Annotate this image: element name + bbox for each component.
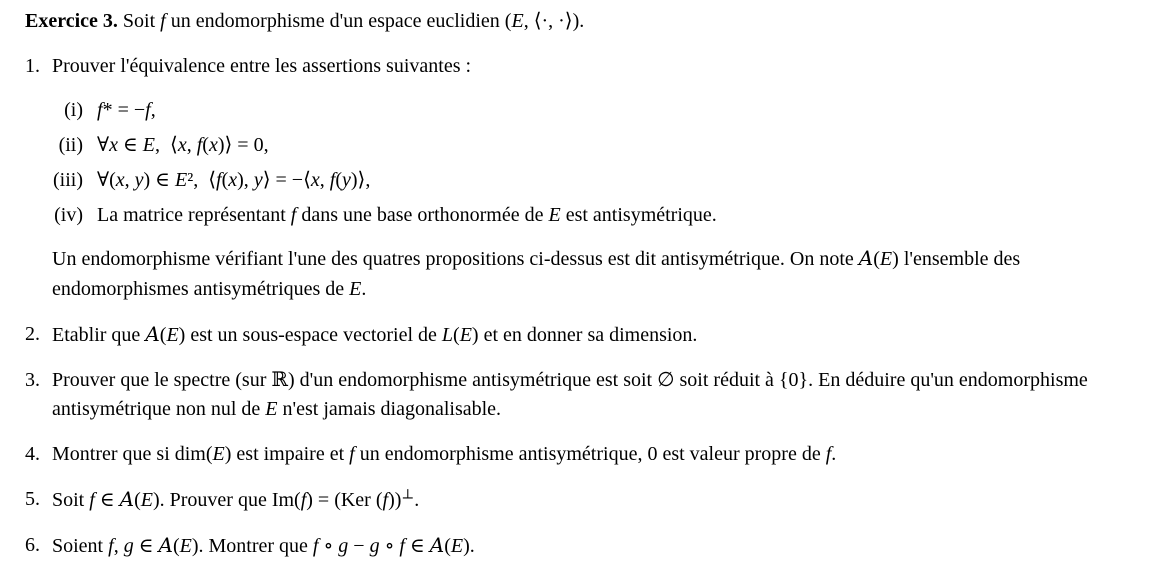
text-segment: f	[89, 489, 95, 511]
text-segment: ⊥	[401, 486, 415, 502]
text-segment: )	[892, 248, 899, 270]
text-segment: E	[265, 398, 278, 420]
text-segment: ,	[150, 99, 156, 121]
text-segment: ∘	[379, 535, 400, 557]
text-segment: f	[382, 489, 389, 511]
text-segment: f	[399, 535, 405, 557]
text-segment: .	[414, 489, 420, 511]
item-3-text	[52, 366, 1129, 424]
text-segment: La matrice représentant	[97, 204, 291, 226]
text-segment: g	[338, 535, 349, 557]
text-segment: .	[831, 443, 837, 465]
text-segment: (	[202, 134, 209, 156]
text-segment: f	[290, 204, 297, 226]
text-segment: ). Prouver que Im(	[152, 489, 301, 511]
text-segment: est antisymétrique.	[560, 204, 717, 226]
text-segment: f	[97, 99, 103, 121]
item-6-text	[52, 531, 1129, 561]
text-segment: )⟩ = 0,	[217, 134, 269, 156]
text-segment: ∈	[94, 489, 120, 511]
text-segment: E	[212, 443, 225, 465]
text-segment: )⟩,	[350, 169, 371, 191]
text-segment: x	[310, 169, 320, 191]
text-segment: ) ∈	[143, 169, 175, 191]
subitem-label: (iv)	[54, 204, 83, 226]
exercise-item-6	[25, 531, 1129, 561]
text-segment: n'est jamais diagonalisable.	[277, 398, 502, 420]
text-segment: , ⟨·, ·⟩).	[523, 10, 585, 32]
subitem-ii	[52, 131, 1129, 160]
text-segment: y	[253, 169, 263, 191]
text-segment: )	[178, 324, 186, 346]
text-segment: E	[142, 134, 155, 156]
text-segment: ∀	[97, 134, 110, 156]
text-segment: f	[108, 535, 114, 557]
text-segment: y	[134, 169, 144, 191]
exercise-title	[25, 7, 1129, 35]
text-segment: Soient	[52, 535, 109, 557]
subitem-text	[97, 201, 1129, 230]
text-segment: E	[511, 10, 524, 32]
item-number: 4.	[25, 443, 40, 465]
text-segment: Exercice 3.	[25, 10, 118, 32]
text-segment: ,	[124, 169, 135, 191]
text-segment: E	[459, 324, 472, 346]
subitem-label: (i)	[64, 99, 83, 121]
text-segment: ). Montrer que	[191, 535, 313, 557]
subitem-label: (iii)	[53, 169, 83, 191]
assertions-list	[52, 96, 1129, 230]
text-segment: est un sous-espace vectoriel de	[185, 324, 442, 346]
text-segment: ∘	[318, 535, 339, 557]
text-segment: Soit	[117, 10, 161, 32]
text-segment: f	[160, 10, 166, 32]
text-segment: −	[348, 535, 370, 557]
text-segment: ∈	[117, 134, 143, 156]
text-segment: E	[349, 278, 362, 300]
text-segment: ,	[186, 134, 197, 156]
text-segment: ∀(	[97, 169, 116, 191]
text-segment: A	[429, 533, 445, 557]
item-number: 1.	[25, 55, 40, 77]
text-segment: ², ⟨	[187, 169, 217, 191]
text-segment: (	[335, 169, 342, 191]
text-segment: x	[208, 134, 218, 156]
text-segment: x	[109, 134, 118, 156]
text-segment: dans une base orthonormée de	[296, 204, 549, 226]
exercise-item-4	[25, 440, 1129, 469]
subitem-text	[97, 166, 1129, 195]
text-segment: ∈	[404, 535, 430, 557]
text-segment: A	[145, 322, 160, 346]
text-segment: A	[119, 487, 135, 511]
exercise-item-5	[25, 485, 1129, 515]
text-segment: (	[134, 489, 141, 511]
text-segment: ) est impaire et	[224, 443, 350, 465]
subitem-text	[97, 96, 1129, 125]
text-segment: l'ensemble des endomorphismes antisymétriques de	[52, 248, 1026, 300]
subitem-iii	[52, 166, 1129, 195]
text-segment: E	[140, 489, 153, 511]
exercise-item-3	[25, 366, 1129, 424]
text-segment: f	[329, 169, 336, 191]
item-2-text	[52, 320, 1129, 350]
text-segment: ),	[237, 169, 254, 191]
text-segment: x	[115, 169, 125, 191]
text-segment: (	[172, 535, 180, 557]
antisymmetric-definition-note	[52, 243, 1129, 304]
text-segment: ∈	[133, 535, 159, 557]
text-segment: L	[441, 324, 454, 346]
text-segment: un endomorphisme d'un espace euclidien (	[165, 10, 512, 32]
text-segment: (	[221, 169, 229, 191]
subitem-label: (ii)	[58, 134, 83, 156]
item-number: 3.	[25, 369, 40, 391]
exercise-item-2	[25, 320, 1129, 350]
text-segment: f	[196, 134, 203, 156]
text-segment: , ⟨	[155, 134, 178, 156]
text-segment: ,	[113, 535, 124, 557]
exercise-item-1	[25, 52, 1129, 304]
text-segment: (	[444, 535, 451, 557]
item-number: 2.	[25, 323, 40, 345]
subitem-iv	[52, 201, 1129, 230]
text-segment: E	[548, 204, 561, 226]
text-segment: .	[361, 278, 367, 300]
text-segment: (	[873, 248, 880, 270]
text-segment: g	[123, 535, 134, 557]
text-segment: f	[216, 169, 222, 191]
text-segment: E	[450, 535, 464, 557]
text-segment: f	[312, 535, 319, 557]
text-segment: Un endomorphisme vérifiant l'une des quatres propositions ci-dessus est dit antisymétrique. On note	[52, 248, 859, 270]
item-1-text	[52, 52, 1129, 81]
text-segment: f	[145, 99, 151, 121]
text-segment: Prouver l'équivalence entre les assertions suivantes :	[52, 55, 472, 77]
text-segment: Etablir que	[52, 324, 146, 346]
text-segment: E	[179, 535, 192, 557]
text-segment: g	[369, 535, 380, 557]
text-segment: ) = (Ker (	[306, 489, 383, 511]
text-segment: x	[177, 134, 187, 156]
text-segment: et en donner sa dimension.	[478, 324, 698, 346]
text-segment: un endomorphisme antisymétrique, 0 est valeur propre de	[354, 443, 826, 465]
text-segment: ,	[319, 169, 330, 191]
item-4-text	[52, 440, 1129, 469]
text-segment: A	[158, 533, 173, 557]
text-segment: Soit	[52, 489, 90, 511]
item-5-text	[52, 485, 1129, 515]
text-segment: Prouver que le spectre (sur ℝ) d'un endomorphisme antisymétrique est soit ∅ soit réduit à {0}. En déduire qu'un endomorphisme antisymétrique non nul de	[52, 369, 1093, 420]
text-segment: f	[349, 443, 355, 465]
subitem-text	[97, 131, 1129, 160]
text-segment: Montrer que si dim(	[52, 443, 213, 465]
text-segment: E	[879, 248, 893, 270]
text-segment: x	[228, 169, 238, 191]
text-segment: )	[471, 324, 479, 346]
item-number: 5.	[25, 488, 40, 510]
text-segment: f	[300, 489, 307, 511]
text-segment: (	[453, 324, 460, 346]
text-segment: E	[166, 324, 179, 346]
text-segment: ).	[463, 535, 475, 557]
subitem-i	[52, 96, 1129, 125]
text-segment: (	[159, 324, 167, 346]
text-segment: * = −	[102, 99, 146, 121]
text-segment: ))	[388, 489, 402, 511]
item-number: 6.	[25, 534, 40, 556]
text-segment: ⟩ = −⟨	[262, 169, 311, 191]
text-segment: A	[858, 246, 874, 270]
text-segment: E	[174, 169, 188, 191]
item-body	[52, 52, 1129, 304]
text-segment: f	[825, 443, 832, 465]
text-segment: y	[342, 169, 351, 191]
